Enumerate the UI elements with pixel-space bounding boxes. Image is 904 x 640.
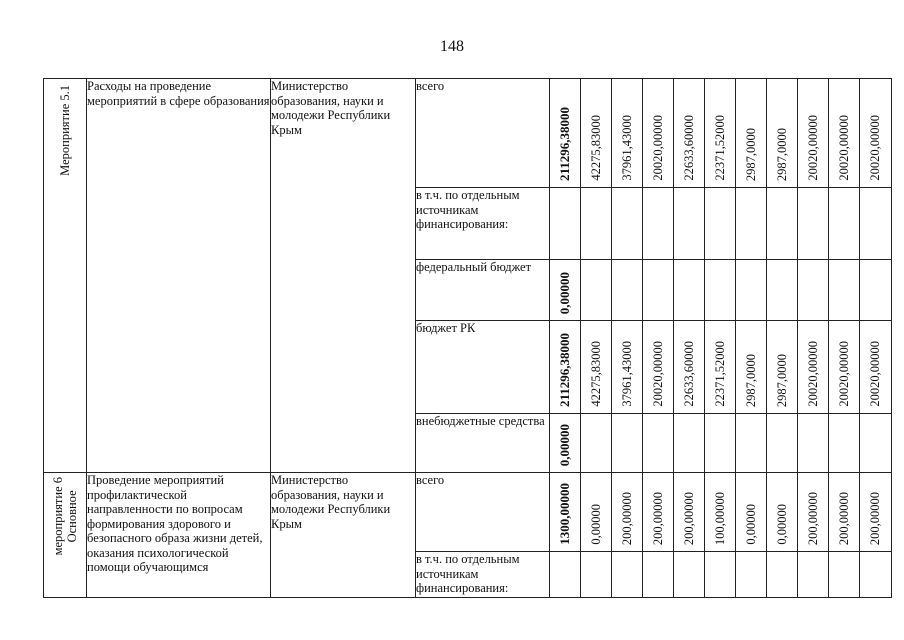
value: 200,00000 xyxy=(836,491,851,545)
value-cell xyxy=(736,321,767,414)
event-label-cell xyxy=(44,79,87,473)
value-cell xyxy=(643,321,674,414)
value-cell xyxy=(829,552,860,598)
page-number: 148 xyxy=(440,38,464,55)
value-cell xyxy=(705,321,736,414)
value-cell xyxy=(829,414,860,473)
value: 20020,00000 xyxy=(650,115,665,181)
value: 20020,00000 xyxy=(836,341,851,407)
value-cell xyxy=(612,260,643,321)
value-cell xyxy=(767,552,798,598)
value-cell xyxy=(705,473,736,552)
value: 20020,00000 xyxy=(650,341,665,407)
value: 22371,52000 xyxy=(712,115,727,181)
value-cell xyxy=(705,188,736,260)
value-cell xyxy=(860,79,892,188)
event-executor: Министерство образования, науки и молодежи Республики Крым xyxy=(271,473,416,598)
value: 2987,0000 xyxy=(743,353,758,407)
table-row xyxy=(44,79,892,188)
event-label-cell xyxy=(44,473,87,598)
value-cell xyxy=(674,552,705,598)
value-cell xyxy=(860,321,892,414)
source-label: в т.ч. по отдельным источникам финансирования: xyxy=(416,188,550,260)
value-cell xyxy=(736,260,767,321)
value-cell xyxy=(581,79,612,188)
value-cell xyxy=(798,260,829,321)
value: 20020,00000 xyxy=(868,115,883,181)
value: 20020,00000 xyxy=(868,341,883,407)
value-cell xyxy=(612,188,643,260)
source-label: в т.ч. по отдельным источникам финансирования: xyxy=(416,552,550,598)
value-cell xyxy=(860,473,892,552)
value-cell xyxy=(860,414,892,473)
value-cell xyxy=(581,552,612,598)
value: 200,00000 xyxy=(650,491,665,545)
value-cell xyxy=(798,79,829,188)
event-label-line1: Основное xyxy=(65,490,79,543)
value-cell xyxy=(581,321,612,414)
value-cell xyxy=(674,473,705,552)
total-value: 211296,38000 xyxy=(556,332,572,407)
value-cell xyxy=(829,321,860,414)
value-cell xyxy=(798,321,829,414)
value-cell xyxy=(643,260,674,321)
event-name: Расходы на проведение мероприятий в сфере образования xyxy=(87,79,271,473)
value-cell xyxy=(643,552,674,598)
total-value: 1300,00000 xyxy=(556,483,572,545)
value-cell xyxy=(829,260,860,321)
value-cell xyxy=(798,188,829,260)
total-value: 211296,38000 xyxy=(556,106,572,181)
value-cell xyxy=(705,79,736,188)
value-cell xyxy=(767,188,798,260)
value-cell xyxy=(860,188,892,260)
total-cell xyxy=(550,260,581,321)
value: 2987,0000 xyxy=(743,127,758,181)
value-cell xyxy=(581,473,612,552)
value-cell xyxy=(829,188,860,260)
value: 37961,43000 xyxy=(619,115,634,181)
value-cell xyxy=(612,414,643,473)
value-cell xyxy=(767,321,798,414)
source-label: всего xyxy=(416,473,550,552)
total-value: 0,00000 xyxy=(556,423,572,466)
value: 37961,43000 xyxy=(619,341,634,407)
value-cell xyxy=(767,79,798,188)
value-cell xyxy=(767,414,798,473)
value-cell xyxy=(767,260,798,321)
source-label: внебюджетные средства xyxy=(416,414,550,473)
event-label: Мероприятие 5.1 xyxy=(57,85,72,176)
value: 100,00000 xyxy=(712,491,727,545)
value-cell xyxy=(612,79,643,188)
value: 0,00000 xyxy=(743,504,758,545)
value: 2987,0000 xyxy=(774,353,789,407)
total-cell xyxy=(550,79,581,188)
value-cell xyxy=(612,473,643,552)
value: 200,00000 xyxy=(619,491,634,545)
total-value: 0,00000 xyxy=(556,271,572,314)
budget-table xyxy=(43,78,892,598)
value: 22371,52000 xyxy=(712,341,727,407)
total-cell xyxy=(550,552,581,598)
event-label-line2: мероприятие 6 xyxy=(50,477,65,556)
total-cell xyxy=(550,473,581,552)
source-label: федеральный бюджет xyxy=(416,260,550,321)
value: 200,00000 xyxy=(681,491,696,545)
value: 22633,60000 xyxy=(681,115,696,181)
value-cell xyxy=(581,260,612,321)
value: 20020,00000 xyxy=(805,341,820,407)
value: 2987,0000 xyxy=(774,127,789,181)
value-cell xyxy=(674,79,705,188)
value-cell xyxy=(643,79,674,188)
value: 22633,60000 xyxy=(681,341,696,407)
value-cell xyxy=(736,473,767,552)
value-cell xyxy=(705,414,736,473)
value-cell xyxy=(581,188,612,260)
source-label: бюджет РК xyxy=(416,321,550,414)
value: 20020,00000 xyxy=(836,115,851,181)
value: 0,00000 xyxy=(774,504,789,545)
value-cell xyxy=(860,260,892,321)
value-cell xyxy=(798,552,829,598)
value-cell xyxy=(581,414,612,473)
value-cell xyxy=(612,321,643,414)
value-cell xyxy=(829,79,860,188)
value-cell xyxy=(829,473,860,552)
total-cell xyxy=(550,188,581,260)
value-cell xyxy=(736,79,767,188)
value: 200,00000 xyxy=(868,491,883,545)
table-row xyxy=(44,473,892,552)
source-label: всего xyxy=(416,79,550,188)
value-cell xyxy=(643,473,674,552)
value-cell xyxy=(860,552,892,598)
value-cell xyxy=(612,552,643,598)
value-cell xyxy=(798,414,829,473)
value-cell xyxy=(736,188,767,260)
value-cell xyxy=(736,414,767,473)
value-cell xyxy=(798,473,829,552)
total-cell xyxy=(550,414,581,473)
value: 42275,83000 xyxy=(588,341,603,407)
value-cell xyxy=(643,188,674,260)
value-cell xyxy=(736,552,767,598)
value-cell xyxy=(674,260,705,321)
value-cell xyxy=(643,414,674,473)
value-cell xyxy=(767,473,798,552)
value-cell xyxy=(705,552,736,598)
total-cell xyxy=(550,321,581,414)
event-name: Проведение мероприятий профилактической направленности по вопросам формирования здорового и безопасного образа жизни детей, оказания психологической помощи обучающимся xyxy=(87,473,271,598)
value-cell xyxy=(705,260,736,321)
value: 200,00000 xyxy=(805,491,820,545)
value-cell xyxy=(674,188,705,260)
event-executor: Министерство образования, науки и молодежи Республики Крым xyxy=(271,79,416,473)
value: 42275,83000 xyxy=(588,115,603,181)
value-cell xyxy=(674,321,705,414)
value: 20020,00000 xyxy=(805,115,820,181)
value: 0,00000 xyxy=(588,504,603,545)
value-cell xyxy=(674,414,705,473)
